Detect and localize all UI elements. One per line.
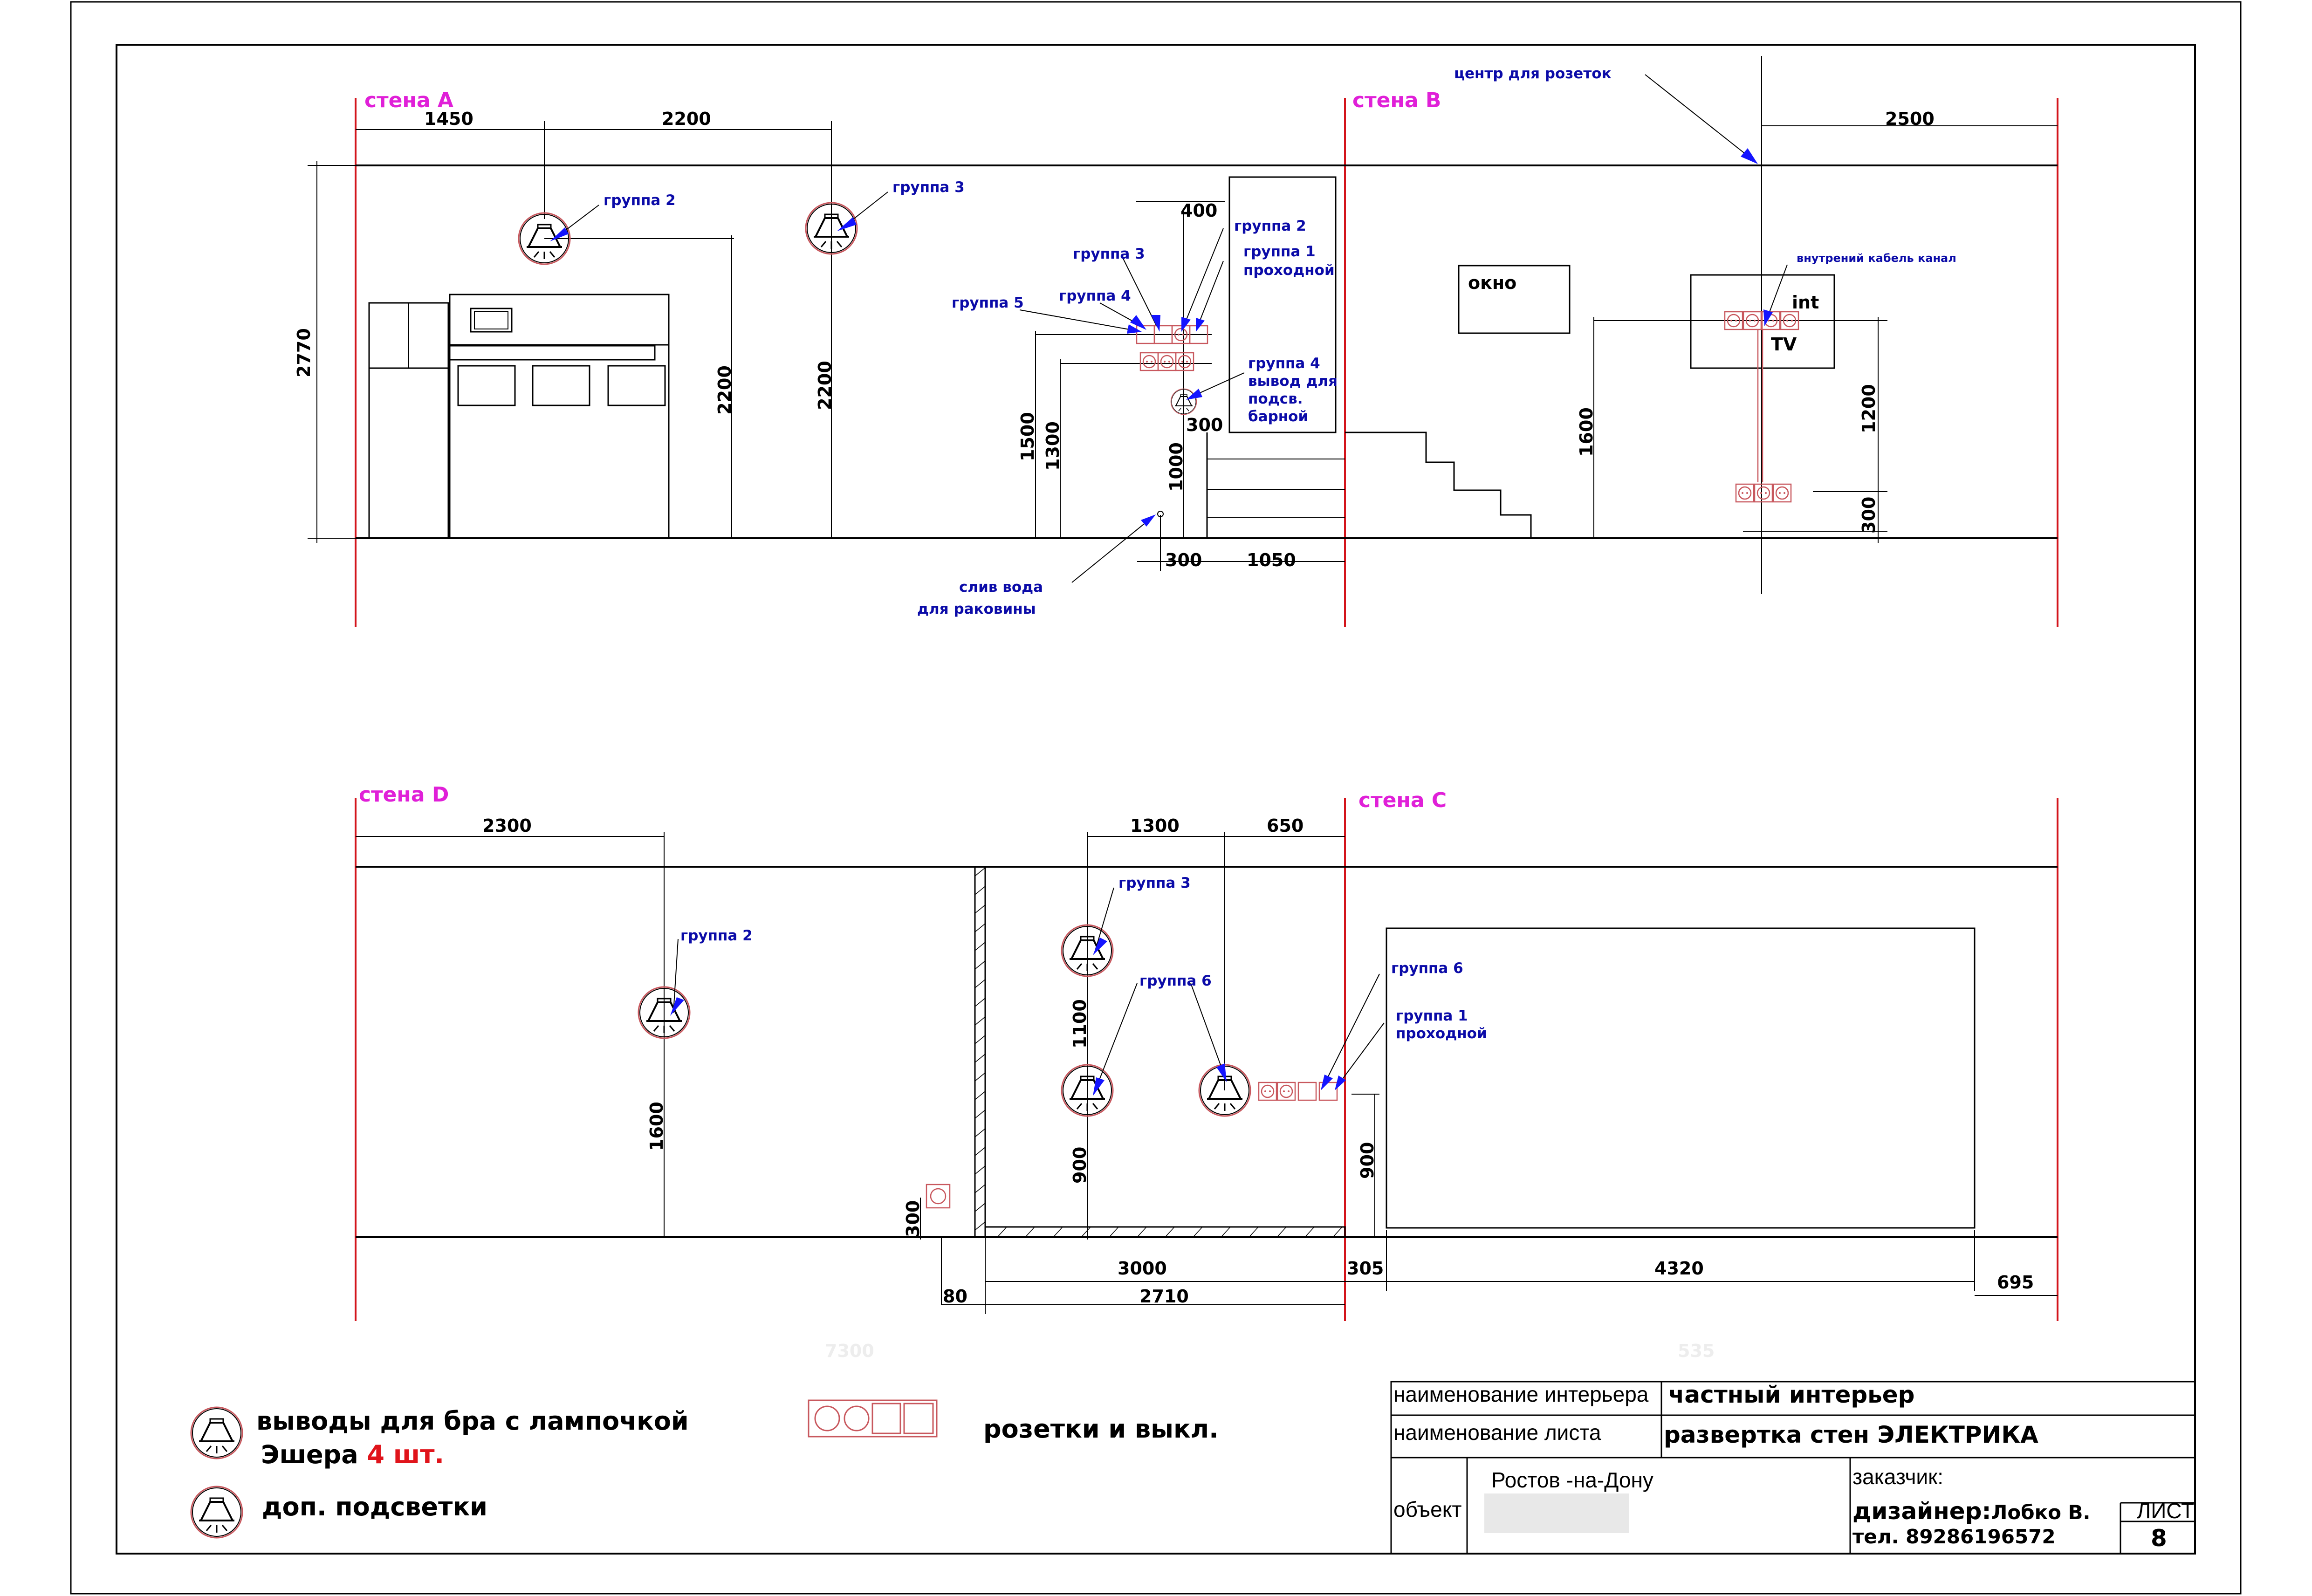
- dim-300-b: 300: [1165, 550, 1202, 570]
- legend-socket-symbol: [809, 1400, 937, 1437]
- label-group4b-l3: подсв.: [1248, 390, 1303, 407]
- tb-designer-label: дизайнер:: [1852, 1498, 1991, 1525]
- dim-535-faint: 535: [1678, 1341, 1715, 1361]
- dim-2200-h2: 2200: [815, 361, 835, 410]
- wall-a-title: стена А: [364, 89, 453, 112]
- dim-900-a: 900: [1070, 1146, 1090, 1184]
- tb-sheet-word: ЛИСТ: [2137, 1499, 2195, 1523]
- label-group4b-l4: барной: [1248, 408, 1309, 425]
- window-label: окно: [1468, 273, 1517, 293]
- tb-designer: [1852, 1498, 2091, 1525]
- dim-650: 650: [1267, 815, 1304, 836]
- legend-sconce-count: 4 шт.: [367, 1440, 445, 1469]
- label-int: int: [1792, 292, 1819, 313]
- legend-sconce-line1: выводы для бра с лампочкой: [256, 1406, 689, 1436]
- label-center-sockets: центр для розеток: [1454, 65, 1612, 82]
- tb-interior-label: наименование интерьера: [1393, 1382, 1649, 1406]
- legend-extra-light: доп. подсветки: [262, 1492, 487, 1521]
- tb-object-label: объект: [1393, 1497, 1462, 1521]
- dim-900-b: 900: [1357, 1142, 1378, 1179]
- dim-3000: 3000: [1118, 1258, 1167, 1279]
- dim-1600-d: 1600: [646, 1102, 667, 1151]
- tb-designer-name: Лобко В.: [1991, 1501, 2091, 1524]
- tb-interior-name: частный интерьер: [1668, 1381, 1915, 1408]
- label-group4b-l2: вывод для: [1248, 373, 1338, 390]
- tb-sheet-label: наименование листа: [1393, 1420, 1601, 1445]
- dim-695: 695: [1997, 1272, 2034, 1293]
- label-c-group6b: группа 6: [1391, 960, 1463, 977]
- dim-1200-b: 1200: [1859, 384, 1879, 433]
- wall-b-title: стена В: [1352, 89, 1441, 112]
- dim-1450: 1450: [424, 109, 473, 129]
- dim-80: 80: [943, 1286, 967, 1307]
- label-group4: группа 4: [1059, 288, 1131, 304]
- dim-2710: 2710: [1139, 1286, 1189, 1307]
- dim-1300-b: 1300: [1130, 815, 1180, 836]
- label-group2-top: группа 2: [604, 192, 676, 209]
- tb-customer-label: заказчик:: [1852, 1465, 1944, 1489]
- dim-1050: 1050: [1247, 550, 1296, 570]
- label-drain-1: слив вода: [959, 579, 1043, 596]
- blurred-object-name: [1484, 1493, 1629, 1533]
- dim-300-bv: 300: [1859, 496, 1879, 534]
- label-c-group1-sub: проходной: [1396, 1025, 1487, 1042]
- label-group4b: группа 4: [1248, 355, 1320, 372]
- legend-sconce-line2a: Эшера: [261, 1440, 367, 1469]
- dim-305: 305: [1347, 1258, 1384, 1279]
- legend: [191, 1400, 1219, 1538]
- label-cable-channel: внутрений кабель канал: [1797, 252, 1956, 265]
- top-elevation: [294, 56, 2058, 627]
- dim-400: 400: [1180, 200, 1218, 221]
- label-group3-top: группа 3: [892, 179, 965, 196]
- tb-sheet-name: развертка стен ЭЛЕКТРИКА: [1664, 1421, 2038, 1448]
- wall-c-title: стена С: [1358, 788, 1447, 812]
- legend-sockets: розетки и выкл.: [983, 1414, 1219, 1444]
- label-d-group2: группа 2: [680, 927, 753, 944]
- dim-7300-faint: 7300: [825, 1341, 874, 1361]
- label-group2-door: группа 2: [1234, 218, 1306, 234]
- dim-2770: 2770: [294, 328, 314, 377]
- legend-sconce-line2: [261, 1440, 444, 1469]
- dim-2200-top: 2200: [662, 109, 711, 129]
- dim-1500: 1500: [1017, 412, 1038, 461]
- tb-sheet-number: 8: [2151, 1525, 2167, 1552]
- tb-city: Ростов -на-Дону: [1491, 1468, 1653, 1492]
- dim-2300: 2300: [482, 815, 532, 836]
- dim-2200-h1: 2200: [714, 365, 735, 415]
- label-group1: группа 1: [1243, 243, 1316, 260]
- dim-300-d: 300: [903, 1200, 923, 1237]
- dim-1600-b: 1600: [1576, 407, 1597, 457]
- label-c-group6a: группа 6: [1139, 973, 1212, 989]
- dim-1300: 1300: [1043, 421, 1063, 471]
- label-group5: группа 5: [952, 295, 1024, 311]
- wall-d-title: стена D: [359, 783, 449, 807]
- label-group3: группа 3: [1073, 246, 1145, 262]
- label-c-group1: группа 1: [1396, 1007, 1468, 1024]
- title-block: [1391, 1381, 2195, 1554]
- tb-phone: тел. 89286196572: [1852, 1525, 2056, 1548]
- dim-4320: 4320: [1654, 1258, 1704, 1279]
- dim-300-a: 300: [1186, 415, 1223, 435]
- label-group1-sub: проходной: [1243, 262, 1335, 279]
- label-tv: TV: [1771, 334, 1797, 355]
- label-drain-2: для раковины: [917, 601, 1036, 617]
- label-c-group3: группа 3: [1118, 875, 1191, 891]
- dim-1100: 1100: [1070, 999, 1090, 1048]
- dim-1000: 1000: [1166, 442, 1187, 492]
- dim-2500: 2500: [1885, 109, 1935, 129]
- bottom-elevation: [356, 783, 2058, 1361]
